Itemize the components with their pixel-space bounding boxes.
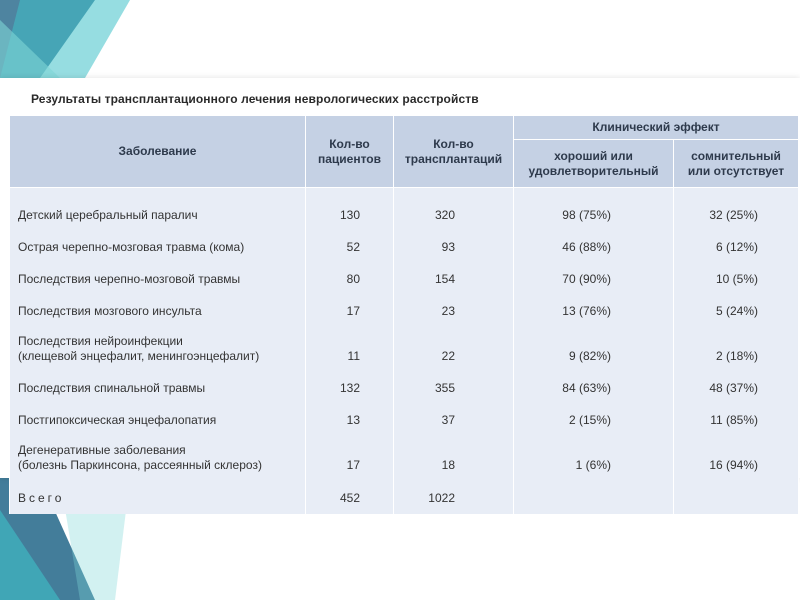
header-patients-line1: Кол-во: [329, 136, 370, 151]
cell-patients: 130: [306, 188, 394, 229]
cell-disease: [10, 324, 306, 369]
cell-patients: 132: [306, 369, 394, 401]
header-patients-line2: пациентов: [317, 151, 382, 166]
header-good-line2: удовлетворительный: [528, 163, 659, 178]
cell-doubtful: 32 (25%): [674, 188, 799, 229]
cell-disease-line1: Дегенеративные заболевания: [18, 443, 186, 457]
header-clinical-effect: Клинический эффект: [514, 116, 799, 140]
total-label: Всего: [18, 491, 65, 505]
cell-patients: 11: [306, 324, 394, 369]
cell-disease-line2: (клещевой энцефалит, менингоэнцефалит): [18, 349, 260, 363]
table-header-row: [10, 116, 799, 140]
table-row: [10, 292, 799, 324]
cell-disease: Последствия спинальной травмы: [10, 369, 306, 401]
cell-doubtful: 16 (94%): [674, 433, 799, 478]
slide-title: Результаты трансплантационного лечения неврологических расстройств: [31, 92, 479, 106]
cell-disease-line2: (болезнь Паркинсона, рассеянный склероз): [18, 458, 262, 472]
header-patients: [306, 116, 394, 188]
cell-good: 70 (90%): [514, 260, 674, 292]
cell-good: 1 (6%): [514, 433, 674, 478]
cell-good: 9 (82%): [514, 324, 674, 369]
cell-disease: Постгипоксическая энцефалопатия: [10, 401, 306, 433]
table-total-row: [10, 478, 799, 514]
cell-disease: Детский церебральный паралич: [10, 188, 306, 229]
header-disease: Заболевание: [10, 116, 306, 188]
cell-patients: 80: [306, 260, 394, 292]
header-good: [514, 140, 674, 188]
cell-transplants: 355: [394, 369, 514, 401]
cell-disease: Последствия черепно-мозговой травмы: [10, 260, 306, 292]
cell-good: 98 (75%): [514, 188, 674, 229]
cell-good: 13 (76%): [514, 292, 674, 324]
results-table: [9, 115, 799, 514]
cell-transplants: 22: [394, 324, 514, 369]
cell-good: 2 (15%): [514, 401, 674, 433]
cell-transplants: 18: [394, 433, 514, 478]
cell-total-patients: 452: [306, 478, 394, 514]
cell-patients: 17: [306, 292, 394, 324]
cell-disease-line1: Последствия нейроинфекции: [18, 334, 183, 348]
header-doubtful-line1: сомнительный: [691, 148, 781, 163]
cell-good: 84 (63%): [514, 369, 674, 401]
cell-total-transplants: 1022: [394, 478, 514, 514]
cell-total-good: [514, 478, 674, 514]
cell-total-doubtful: [674, 478, 799, 514]
table-row: [10, 324, 799, 369]
cell-patients: 17: [306, 433, 394, 478]
cell-transplants: 320: [394, 188, 514, 229]
cell-doubtful: 10 (5%): [674, 260, 799, 292]
cell-transplants: 93: [394, 228, 514, 260]
table-row: [10, 260, 799, 292]
header-transplants-line2: трансплантаций: [404, 151, 503, 166]
header-good-line1: хороший или: [554, 148, 633, 163]
table-row: [10, 369, 799, 401]
cell-transplants: 154: [394, 260, 514, 292]
table-row: [10, 188, 799, 229]
cell-doubtful: 6 (12%): [674, 228, 799, 260]
cell-transplants: 37: [394, 401, 514, 433]
cell-disease: Последствия мозгового инсульта: [10, 292, 306, 324]
cell-disease: Острая черепно-мозговая травма (кома): [10, 228, 306, 260]
cell-total-label: [10, 478, 306, 514]
cell-doubtful: 11 (85%): [674, 401, 799, 433]
cell-good: 46 (88%): [514, 228, 674, 260]
cell-doubtful: 48 (37%): [674, 369, 799, 401]
header-transplants: [394, 116, 514, 188]
table-row: [10, 433, 799, 478]
cell-doubtful: 5 (24%): [674, 292, 799, 324]
cell-doubtful: 2 (18%): [674, 324, 799, 369]
cell-patients: 13: [306, 401, 394, 433]
cell-transplants: 23: [394, 292, 514, 324]
table-row: [10, 401, 799, 433]
table-row: [10, 228, 799, 260]
header-transplants-line1: Кол-во: [433, 136, 474, 151]
header-doubtful: [674, 140, 799, 188]
cell-patients: 52: [306, 228, 394, 260]
header-doubtful-line2: или отсутствует: [687, 163, 785, 178]
cell-disease: [10, 433, 306, 478]
